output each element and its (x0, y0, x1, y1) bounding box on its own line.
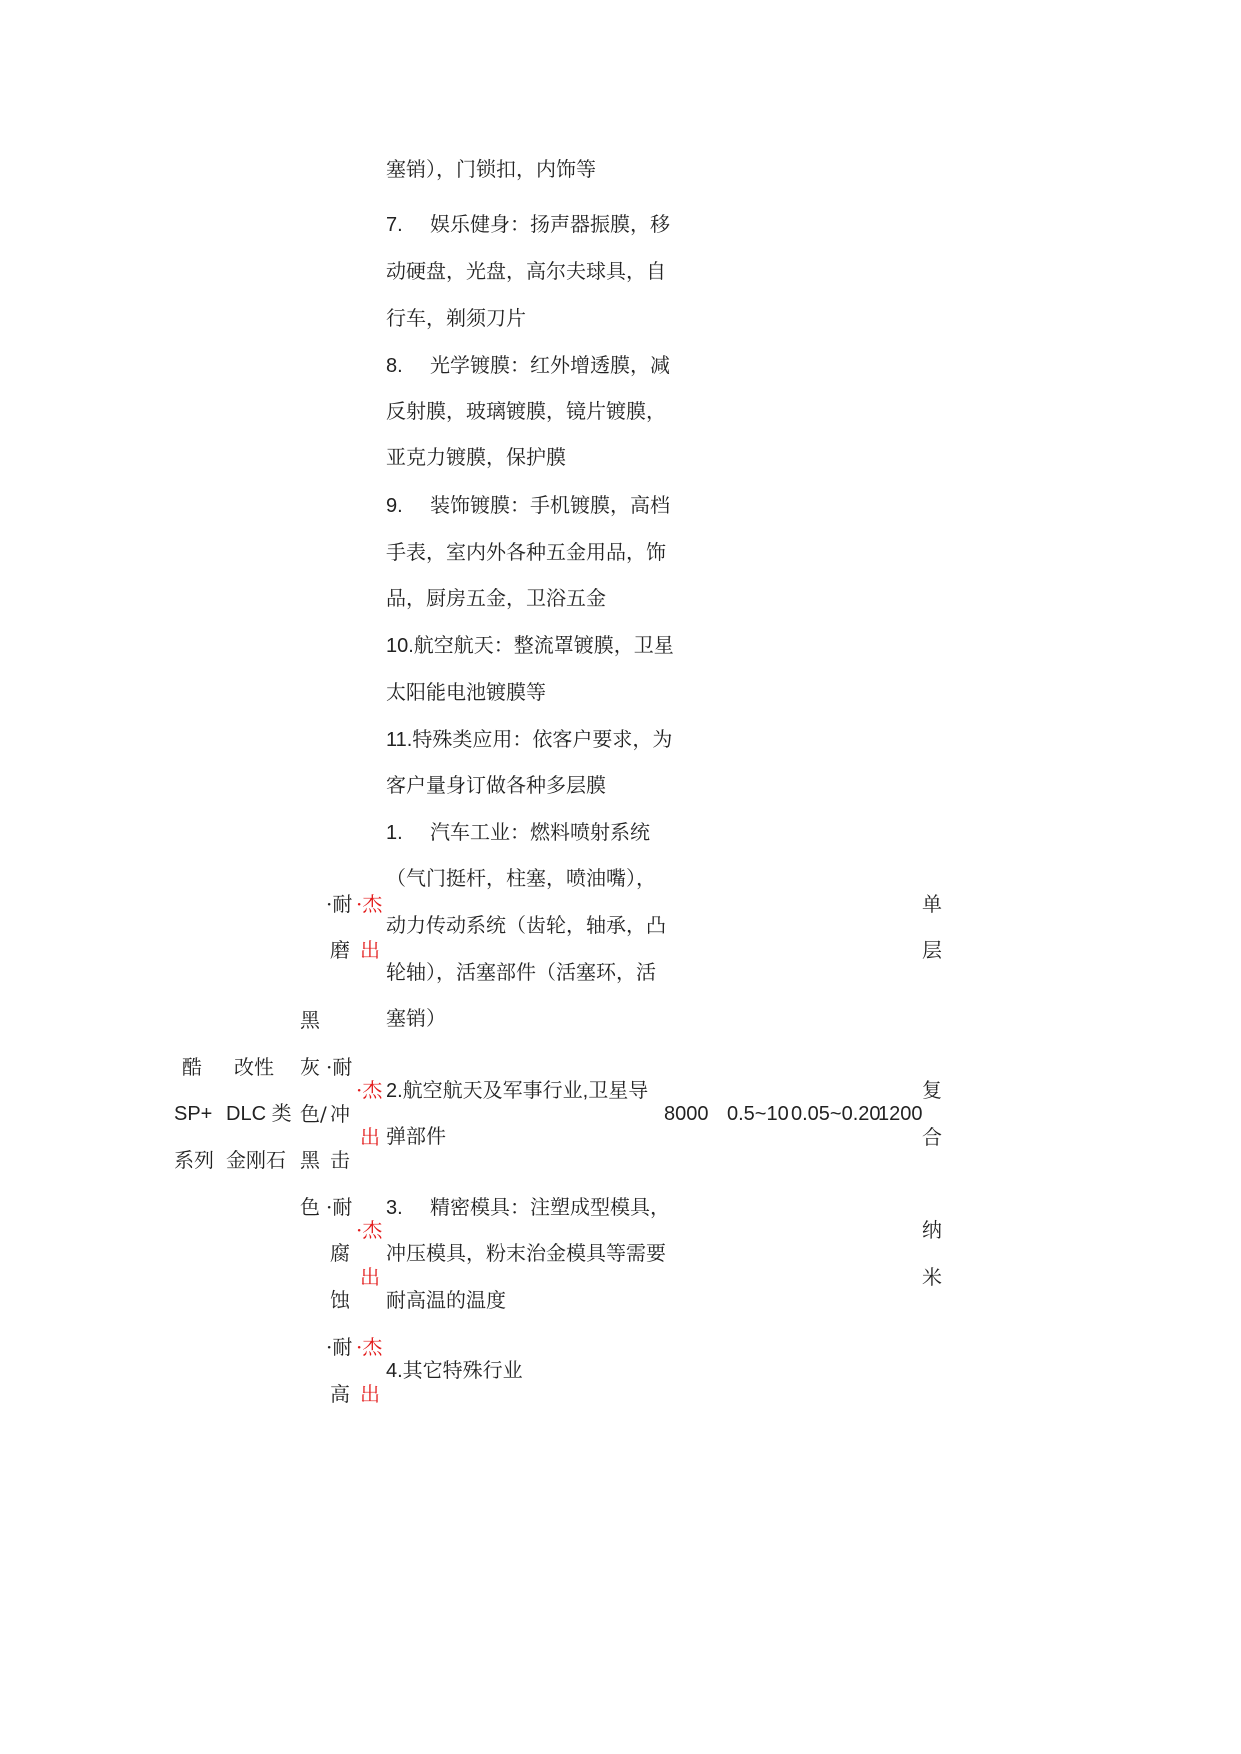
text-line: 客户量身订做各种多层膜 (386, 773, 606, 797)
rating-line: 出 (360, 1265, 380, 1289)
feature-line: 击 (330, 1148, 350, 1172)
application-line: （气门挺杆，柱塞，喷油嘴）， (386, 866, 656, 890)
feature-line: ·耐 (326, 1195, 353, 1219)
feature-line: 蚀 (330, 1288, 350, 1312)
application-line: 塞销） (386, 1006, 446, 1030)
text-line: 动硬盘，光盘，高尔夫球具，自 (386, 259, 666, 283)
text-line: 塞销），门锁扣，内饰等 (386, 157, 596, 181)
text-line: 手表，室内外各种五金用品，饰 (386, 540, 666, 564)
product-name-line: 酷 (182, 1055, 202, 1079)
text-line: 反射膜，玻璃镀膜，镜片镀膜， (386, 399, 666, 423)
text-line: 行车，剃须刀片 (386, 306, 526, 330)
text-line: 7. 娱乐健身：扬声器振膜，移 (386, 212, 670, 236)
product-name-line: SP+ (174, 1103, 213, 1125)
text-line: 亚克力镀膜，保护膜 (386, 445, 566, 469)
color-line: 色/ (300, 1102, 327, 1126)
material-line: 金刚石 (226, 1148, 286, 1172)
text-line: 10.航空航天：整流罩镀膜，卫星 (386, 635, 674, 657)
application-line: 1. 汽车工业：燃料喷射系统 (386, 820, 650, 844)
structure-line: 层 (922, 938, 942, 962)
feature-line: 磨 (330, 938, 350, 962)
feature-line: ·耐 (326, 1335, 353, 1359)
hardness-value: 8000 (664, 1103, 709, 1125)
application-line: 耐高温的温度 (386, 1288, 506, 1312)
product-name-line: 系列 (174, 1148, 214, 1172)
text-line: 8. 光学镀膜：红外增透膜，减 (386, 353, 670, 377)
structure-line: 米 (922, 1265, 942, 1289)
rating-line: 出 (360, 1125, 380, 1149)
feature-line: 冲 (330, 1102, 350, 1126)
structure-line: 单 (922, 892, 942, 916)
rating-line: 出 (360, 938, 380, 962)
structure-line: 复 (922, 1078, 942, 1102)
color-line: 黑 (300, 1008, 320, 1032)
application-line: 3. 精密模具：注塑成型模具， (386, 1195, 670, 1219)
application-line: 4.其它特殊行业 (386, 1360, 523, 1382)
application-line: 冲压模具，粉末治金模具等需要 (386, 1241, 666, 1265)
application-line: 轮轴），活塞部件（活塞环，活 (386, 960, 656, 984)
rating-line: ·杰 (356, 1335, 383, 1359)
application-line: 弹部件 (386, 1124, 446, 1148)
structure-line: 合 (922, 1125, 942, 1149)
application-line: 2.航空航天及军事行业,卫星导 (386, 1080, 649, 1102)
color-line: 色 (300, 1195, 320, 1219)
feature-line: 腐 (330, 1241, 350, 1265)
color-line: 灰 (300, 1055, 320, 1079)
rating-line: ·杰 (356, 1218, 383, 1242)
feature-line: ·耐 (326, 892, 353, 916)
thickness-value: 0.5~10 (727, 1103, 789, 1125)
temperature-value: 1200 (878, 1103, 923, 1125)
text-line: 太阳能电池镀膜等 (386, 680, 546, 704)
rating-line: ·杰 (356, 892, 383, 916)
material-line: 改性 (234, 1055, 274, 1079)
text-line: 11.特殊类应用：依客户要求，为 (386, 729, 673, 751)
color-line: 黑 (300, 1148, 320, 1172)
rating-line: 出 (360, 1382, 380, 1406)
feature-line: 高 (330, 1382, 350, 1406)
rating-line: ·杰 (356, 1078, 383, 1102)
material-line: DLC 类 (226, 1103, 292, 1125)
text-line: 品，厨房五金，卫浴五金 (386, 586, 606, 610)
friction-value: 0.05~0.20 (791, 1103, 881, 1125)
feature-line: ·耐 (326, 1055, 353, 1079)
structure-line: 纳 (922, 1218, 942, 1242)
application-line: 动力传动系统（齿轮，轴承，凸 (386, 913, 666, 937)
text-line: 9. 装饰镀膜：手机镀膜，高档 (386, 493, 670, 517)
